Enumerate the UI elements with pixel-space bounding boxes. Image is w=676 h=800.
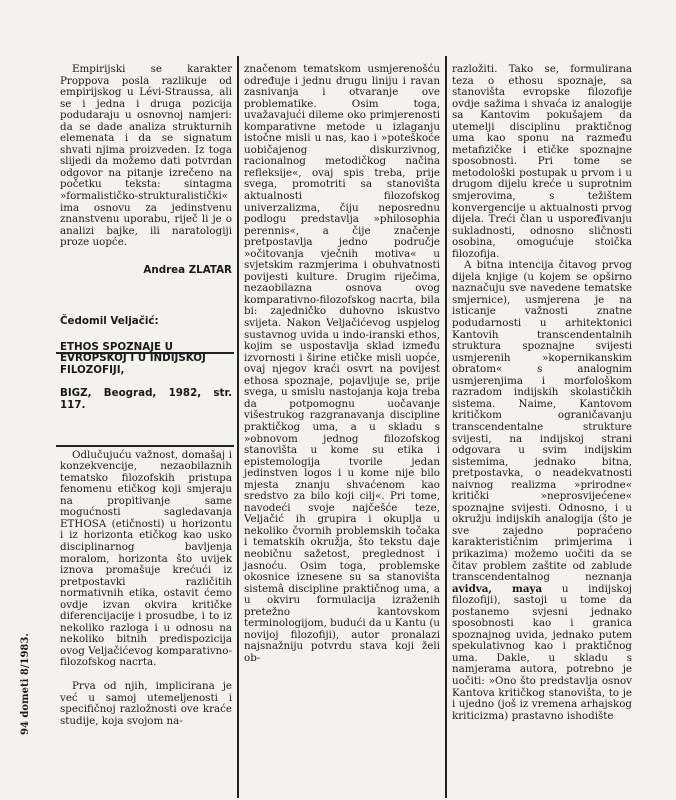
column-left [60,64,232,727]
body-paragraph: Prva od njih, implicirana je već u samoj utemeljenosti i specifičnoj razložnosti ove kraće studije, koja svojom na- [60,679,232,727]
page-folio: 94 dometi 8/1983. [20,633,31,735]
body-text: u indijskoj filozofiji), sastoji u tome da postanemo svjesni jednako sposobnosti kao i granica spoznajnog uvida, jednako putem spekulativnog kao i praktičnog uma. Dakle, u skladu s namjerama autora, potrebno je uočiti: »Ono što predstavlja osnov Kantova kritičkog stanovišta, to je i ujedno (još iz vremena arhajskog kriticizma) prastavno ishodište [452,582,632,722]
body-paragraph: Odlučujuću važnost, domašaj i konzekvencije, nezaobilaznih tematsko filozofskih pristupa fenomenu etičkog koji smjeraju na propitivanje same mogućnosti sagledavanja ETHOSA (etičnosti) u horizontu i iz horizonta etičkog kao usko disciplinarnog bavljenja moralom, horizonta što uvijek iznova promašuje krećući iz pretpostavki različitih normativnih etika, ostavit ćemo ovdje izvan okvira kritičke diferencijacije i prosudbe, i to iz nekoliko razloga i u odnosu na nekoliko bitnih predispozicija ovog Veljačićevog komparativno-filozofskog nacrta. [60,448,232,669]
intro-paragraph: Empirijski se karakter Proppova posla razlikuje od empirijskog u Lévi-Straussa, ali se i jedna i druga pozicija podudaraju u osnovnoj namjeri: da se dade analiza strukturnih elemenata i da se signatum shvati njima proizveden. Iz toga slijedi da možemo dati potvrdan odgovor na pitanje izrečeno na početku teksta: sintagma »formalističko-strukturalistički« ima osnovu za jedinstvenu znanstvenu uporabu, riječ li je o analizi bajke, ili naratologiji proze uopće. [60,63,232,249]
bold-term: avidva, maya [452,582,543,595]
body-text: A bitna intencija čitavog prvog dijela knjige (u kojem se opširno naznačuju sve navedene tematske smjernice), usmjerena je na isticanje važnosti znatne podudarnosti u arhitektonici Kantovih transcendentalnih struktura spoznajne svijesti usmjerenih »kopernikanskim obratom« s analognim usmjerenjima i morfološkom razradom indijskih skolastičkih sistema. Naime, Kantovom kritičkom ograničavanju transcendentalne strukture svijesti, na indijskoj strani odgovara u svim indijskim sistemima, jednako bitna, pretpostavka, o neadekvatnosti naivnog realizma »prirodne« kritički »neprosvijećene« spoznajne svijesti. Odnosno, i u okružju indijskih analogija (što je sve zajedno popraćeno karakterističnim primjerima i prikazima) možemo uočiti da se čitav problem zaštite od zablude transcendentalnog neznanja [452,259,632,584]
body-paragraph: značenom tematskom usmjerenošću određuje i jednu drugu liniju i ravan zasnivanja i otvaranje ove problematike. Osim toga, uvažavajući dileme oko primjerenosti komparativne metode u izlaganju istočne misli u nas, kao i »poteškoće uobičajenog diskurzivnog, racionalnog metodičkog načina refleksije«, ovaj spis treba, prije svega, promotriti sa stanovišta aktualnosti filozofskog univerzalizma, čiju neposrednu podlogu predstavlja »philosophia perennis«, a čije značenje pretpostavlja jedno područje »očitovanja vječnih motiva« u svjetskim razmjerima i obuhvatnosti povijesti kulture. Drugim riječima, nezaobilazna osnova ovog komparativno-filozofskog nacrta, bila bi: zajedničko duhovno iskustvo svijeta. Nakon Veljačićevog uspjelog sustavnog uvida u indo-iranski ethos, kojim se uspostavlja sklad između izvornosti i širine etičke misli uopće, ovaj njegov kraći osvrt na povijest ethosa spoznaje, pojavljuje se, prije svega, u smislu nastojanja koja treba da potpomognu uočavanje višestrukog razgranavanja discipline praktičkog uma, a u skladu s »obnovom jednog filozofskog stanovišta u kome su etika i epistemologija tvorile jedan jedinstven logos i u kome nije bilo mjesta znanju shvaćenom kao sredstvo za bilo koji cilj«. Pri tome, navodeći svoje najčešće teze, Veljačić ih grupira i okuplja u nekoliko čvornih problemskih točaka i tematskih okružja, što tekstu daje neobičnu sažetost, preglednost i jasnoću. Osim toga, problemske okosnice iznesene su sa stanovišta sistemâ discipline praktičnog uma, a u okviru formulacija izraženih pretežno kantovskom terminologijom, budući da u Kantu (u novijoj filozofiji), autor pronalazi najsnažniju potvrdu stava koji želi ob- [244,63,440,664]
review-author: Čedomil Veljačić: [60,315,159,328]
body-paragraph [452,260,632,722]
book-title: ETHOS SPOZNAJE U EVROPSKOJ I U INDIJSKOJ FILOZOFIJI, [60,340,206,376]
column-right [452,64,632,722]
article-signature: Andrea ZLATAR [143,263,232,276]
book-publisher: BIGZ, Beograd, 1982, str. 117. [60,387,232,412]
column-divider [445,56,447,798]
column-middle [244,64,440,664]
body-paragraph: razložiti. Tako se, formulirana teza o ethosu spoznaje, sa stanovišta evropske filozofije ovdje sažima i shvaća iz analogije sa Kantovim pokušajem da utemelji disciplinu praktičnog uma kao sponu na razmeđu metafizičke i etičke spoznajne sposobnosti. Pri tome se metodološki postupak u prvom i u drugom dijelu kreće u suprotnim smjerovima, s težištem konvergencije u aktualnosti prvog dijela. Treći član u uspoređivanju sukladnosti, odnosno sličnosti osobina, omogućuje stoička filozofija. [452,63,632,260]
column-divider [237,56,239,798]
